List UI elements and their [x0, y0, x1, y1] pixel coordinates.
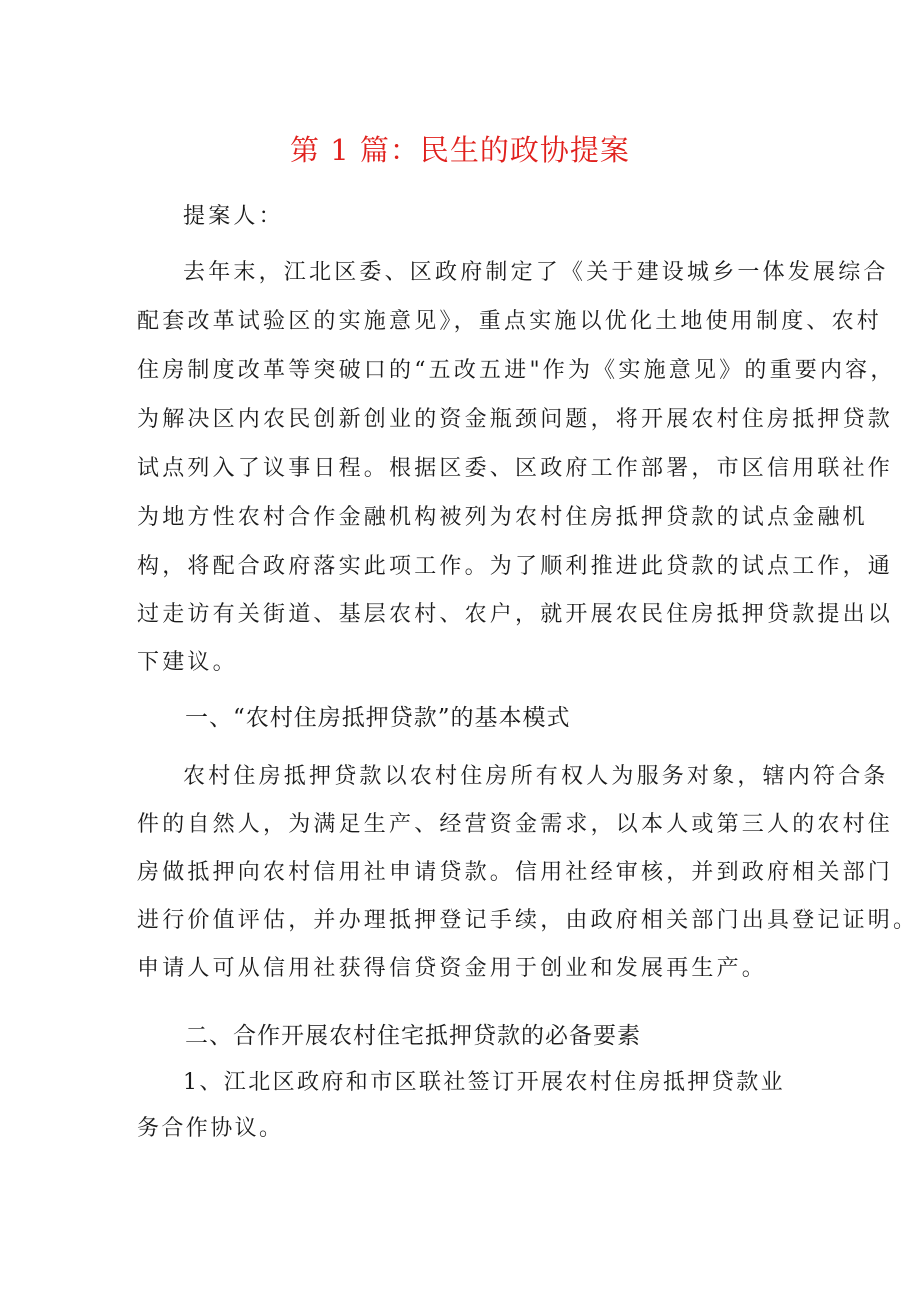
section-heading-1: 一、“农村住房抵押贷款”的基本模式: [185, 705, 571, 731]
paragraph-line: 件的自然人，为满足生产、经营资金需求，以本人或第三人的农村住: [137, 812, 894, 837]
paragraph-line: 为地方性农村合作金融机构被列为农村住房抵押贷款的试点金融机: [137, 505, 868, 530]
paragraph-line: 去年末，江北区委、区政府制定了《关于建设城乡一体发展综合: [183, 260, 889, 285]
document-title: 第 1 篇：民生的政协提案: [290, 133, 630, 167]
paragraph-line: 农村住房抵押贷款以农村住房所有权人为服务对象，辖内符合条: [183, 764, 889, 789]
paragraph-line: 申请人可从信用社获得信贷资金用于创业和发展再生产。: [137, 956, 768, 981]
paragraph-line: 进行价值评估，并办理抵押登记手续，由政府相关部门出具登记证明。: [137, 908, 919, 933]
paragraph-line: 构，将配合政府落实此项工作。为了顺利推进此贷款的试点工作，通: [137, 554, 894, 579]
paragraph-line: 试点列入了议事日程。根据区委、区政府工作部署，市区信用联社作: [137, 456, 894, 481]
list-item-line: 1、江北区政府和市区联社签订开展农村住房抵押贷款业: [183, 1070, 785, 1095]
paragraph-line: 过走访有关街道、基层农村、农户，就开展农民住房抵押贷款提出以: [137, 602, 894, 627]
proposer-label: 提案人：: [183, 204, 284, 229]
paragraph-line: 房做抵押向农村信用社申请贷款。信用社经审核，并到政府相关部门: [137, 860, 894, 885]
paragraph-line: 为解决区内农民创新创业的资金瓶颈问题，将开展农村住房抵押贷款: [137, 407, 894, 432]
paragraph-line: 配套改革试验区的实施意见》，重点实施以优化土地使用制度、农村: [137, 309, 883, 334]
section-heading-2: 二、合作开展农村住宅抵押贷款的必备要素: [185, 1023, 641, 1049]
paragraph-line: 住房制度改革等突破口的“五改五进"作为《实施意见》的重要内容，: [137, 358, 896, 383]
list-item-line: 务合作协议。: [137, 1116, 284, 1141]
paragraph-line: 下建议。: [137, 650, 238, 675]
